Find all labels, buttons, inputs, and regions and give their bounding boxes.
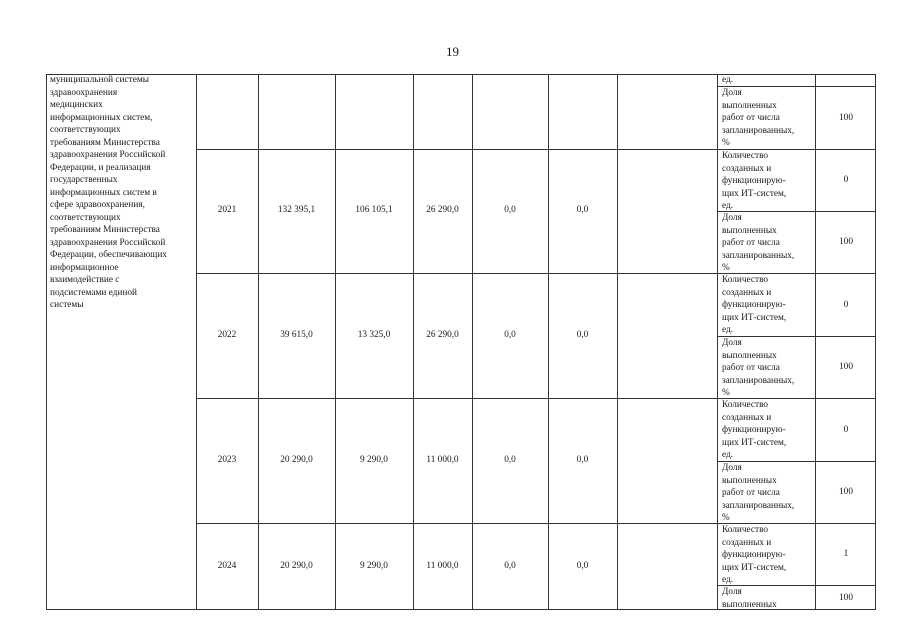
indicator-line: Доля: [722, 88, 742, 98]
description-line: Федерации, обеспечивающих: [50, 250, 167, 260]
federal-cell: 9 290,0: [360, 561, 388, 571]
indicator-share: [722, 462, 812, 525]
indicator-count: [722, 524, 812, 587]
total-cell: 20 290,0: [280, 561, 313, 571]
indicator-line: запланированных,: [722, 250, 795, 261]
indicator-line: %: [722, 138, 730, 148]
federal-cell: 9 290,0: [360, 455, 388, 465]
column-divider: [335, 74, 336, 610]
indicator-line: запланированных,: [722, 500, 795, 511]
indicator-line: работ от числа: [722, 113, 780, 123]
indicator-line: работ от числа: [722, 488, 780, 498]
regional-cell: 11 000,0: [426, 455, 459, 465]
description-line: сфере здравоохранения,: [50, 200, 145, 210]
description-line: информационное: [50, 262, 119, 273]
indicator-line: созданных и: [722, 287, 772, 298]
other-cell: 0,0: [576, 455, 589, 465]
description-line: муниципальной системы: [50, 75, 149, 85]
measure-description: [50, 74, 198, 312]
indicator-line: ед.: [722, 325, 734, 335]
indicator-line: запланированных,: [722, 375, 795, 386]
description-line: подсистемами единой: [50, 287, 137, 298]
description-line: соответствующих: [50, 212, 121, 223]
indicator-line: щих ИТ-систем,: [722, 437, 787, 448]
description-line: системы: [50, 300, 84, 310]
description-line: информационных систем в: [50, 187, 157, 198]
year-cell: 2023: [217, 455, 237, 465]
indicator-share: [722, 337, 812, 400]
description-line: здравоохранения: [50, 87, 118, 98]
column-divider: [548, 74, 549, 610]
column-divider: [413, 74, 414, 610]
indicator-line: созданных и: [722, 412, 772, 423]
column-divider: [717, 74, 718, 610]
indicator-line: Количество: [722, 525, 769, 535]
indicator-line: запланированных,: [722, 125, 795, 136]
description-line: медицинских: [50, 100, 103, 110]
indicator-share: [722, 586, 812, 611]
indicator-share: [722, 212, 812, 275]
indicator-line: щих ИТ-систем,: [722, 188, 787, 199]
indicator-line: выполненных: [722, 225, 777, 236]
indicator-line: выполненных: [722, 350, 777, 361]
indicator-line: функционирую-: [722, 425, 786, 435]
description-line: соответствующих: [50, 125, 121, 135]
description-line: Федерации, и реализация: [50, 162, 151, 173]
row-divider: [196, 273, 717, 274]
indicator-line: ед.: [722, 450, 734, 460]
column-divider: [815, 74, 816, 610]
regional-cell: 11 000,0: [426, 561, 459, 571]
indicator-line: функционирую-: [722, 550, 786, 560]
total-cell: 39 615,0: [280, 330, 313, 340]
municipal-cell: 0,0: [504, 330, 516, 340]
total-cell: 132 395,1: [277, 205, 316, 215]
other-cell: 0,0: [576, 205, 589, 215]
indicator-value: 1: [843, 549, 849, 559]
year-cell: 2021: [217, 205, 237, 215]
description-line: взаимодействие с: [50, 275, 120, 285]
total-cell: 20 290,0: [280, 455, 313, 465]
indicator-line: Доля: [722, 463, 742, 473]
description-line: информационных систем,: [50, 112, 153, 123]
other-cell: 0,0: [576, 330, 589, 340]
indicator-line: ед.: [722, 575, 734, 585]
indicator-count: [722, 399, 812, 462]
budget-table: [46, 74, 876, 610]
indicator-line: выполненных: [722, 475, 777, 486]
indicator-value: 100: [839, 113, 853, 123]
row-divider: [196, 149, 717, 150]
regional-cell: 26 290,0: [426, 330, 459, 340]
column-divider: [258, 74, 259, 610]
indicator-line: выполненных: [722, 100, 777, 111]
indicator-line: работ от числа: [722, 238, 780, 248]
indicator-line: функционирую-: [722, 176, 786, 186]
indicator-value: 0: [843, 425, 849, 435]
indicator-line: %: [722, 513, 730, 523]
indicator-value: 100: [839, 237, 853, 247]
indicator-line: %: [722, 263, 730, 273]
indicator-value: 100: [839, 362, 853, 372]
indicator-line: Доля: [722, 587, 742, 597]
regional-cell: 26 290,0: [426, 205, 459, 215]
indicator-count: [722, 150, 812, 213]
indicator-line: Количество: [722, 400, 769, 410]
indicator-line: %: [722, 388, 730, 398]
indicator-share: [722, 87, 812, 150]
indicator-line: созданных и: [722, 163, 772, 174]
indicator-line: функционирую-: [722, 300, 786, 310]
indicator-line: выполненных: [722, 599, 777, 610]
indicator-line: Количество: [722, 151, 769, 161]
indicator-value: 0: [843, 300, 849, 310]
indicator-value: 0: [843, 175, 849, 185]
indicator-line: щих ИТ-систем,: [722, 312, 787, 323]
row-divider: [196, 523, 717, 524]
description-line: здравоохранения Российской: [50, 237, 166, 248]
indicator-line: Количество: [722, 275, 769, 285]
year-cell: 2022: [217, 330, 237, 340]
municipal-cell: 0,0: [504, 205, 516, 215]
indicator-value: 100: [839, 487, 853, 497]
column-divider: [617, 74, 618, 610]
indicator-value: 100: [839, 593, 853, 603]
indicator-line: созданных и: [722, 537, 772, 548]
indicator-line: щих ИТ-систем,: [722, 562, 787, 573]
column-divider: [472, 74, 473, 610]
indicator-line: работ от числа: [722, 363, 780, 373]
description-line: требованиям Министерства: [50, 137, 160, 148]
indicator-fragment: ед.: [722, 75, 734, 85]
indicator-count: [722, 274, 812, 337]
other-cell: 0,0: [576, 561, 589, 571]
description-line: здравоохранения Российской: [50, 150, 166, 160]
federal-cell: 13 325,0: [357, 330, 391, 340]
indicator-line: Доля: [722, 213, 742, 223]
indicator-line: ед.: [722, 201, 734, 211]
page-number: 19: [446, 44, 459, 59]
municipal-cell: 0,0: [504, 561, 516, 571]
year-cell: 2024: [217, 561, 237, 571]
row-divider: [196, 398, 717, 399]
municipal-cell: 0,0: [504, 455, 516, 465]
description-line: государственных: [50, 175, 118, 185]
federal-cell: 106 105,1: [355, 205, 393, 215]
description-line: требованиям Министерства: [50, 225, 160, 235]
indicator-line: Доля: [722, 338, 742, 348]
